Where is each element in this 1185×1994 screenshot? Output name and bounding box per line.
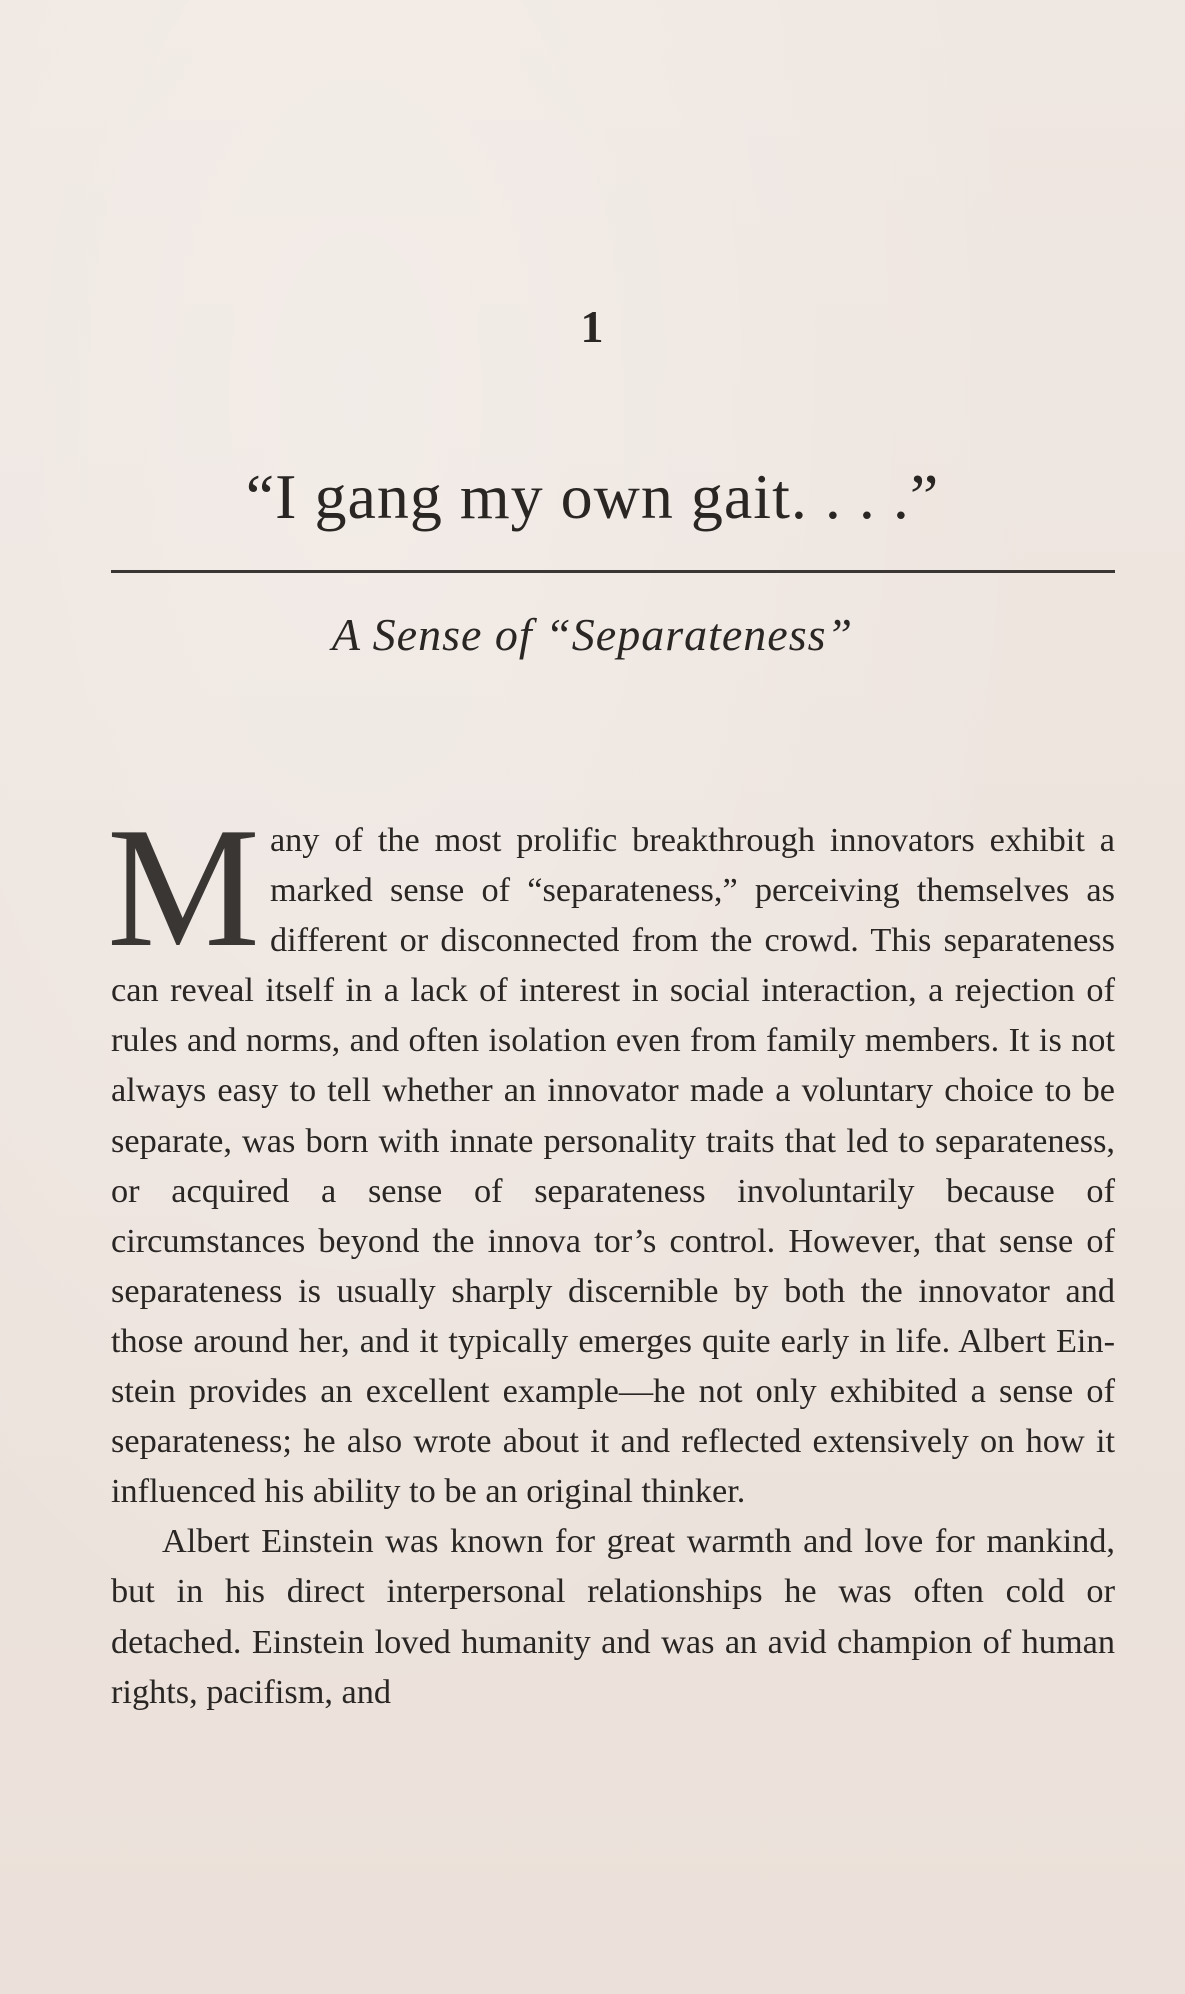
drop-cap: M: [107, 793, 260, 983]
chapter-number: 1: [580, 301, 605, 352]
paragraph-2: Albert Einstein was known for great warmth and love for mankind, but in his direct interpersonal relationships he was often cold or detached. Einstein loved humanity and was an avid champion of human rights, pacifism, and: [111, 1522, 1115, 1711]
chapter-subtitle: A Sense of “Separateness”: [331, 609, 854, 660]
paragraph-1: [107, 793, 1115, 1516]
paragraph-1-text: any of the most prolific breakthrough innovators exhibit a marked sense of “separateness,” perceiving themselves as different or disconnected from the crowd. This separateness can reveal itself in a lack of interest in social interaction, a rejection of rules and norms, and often isolation even from family members. It is not always easy to tell whether an innovator made a voluntary choice to be separate, was born with innate personality traits that led to separateness, or acquired a sense of separateness involuntarily because of circumstances beyond the innova tor’s control. However, that sense of separateness is usually sharply discernible by both the innovator and those around her, and it typically emerges quite early in life. Albert Ein stein provides an excellent example—he not only exhibited a sense of separateness; he also wrote about it and reflected extensively on how it influenced his ability to be an original thinker.: [111, 821, 1115, 1511]
chapter-title: “I gang my own gait. . . .”: [245, 461, 940, 532]
body-text: [107, 793, 1115, 1717]
title-rule: [111, 570, 1115, 573]
